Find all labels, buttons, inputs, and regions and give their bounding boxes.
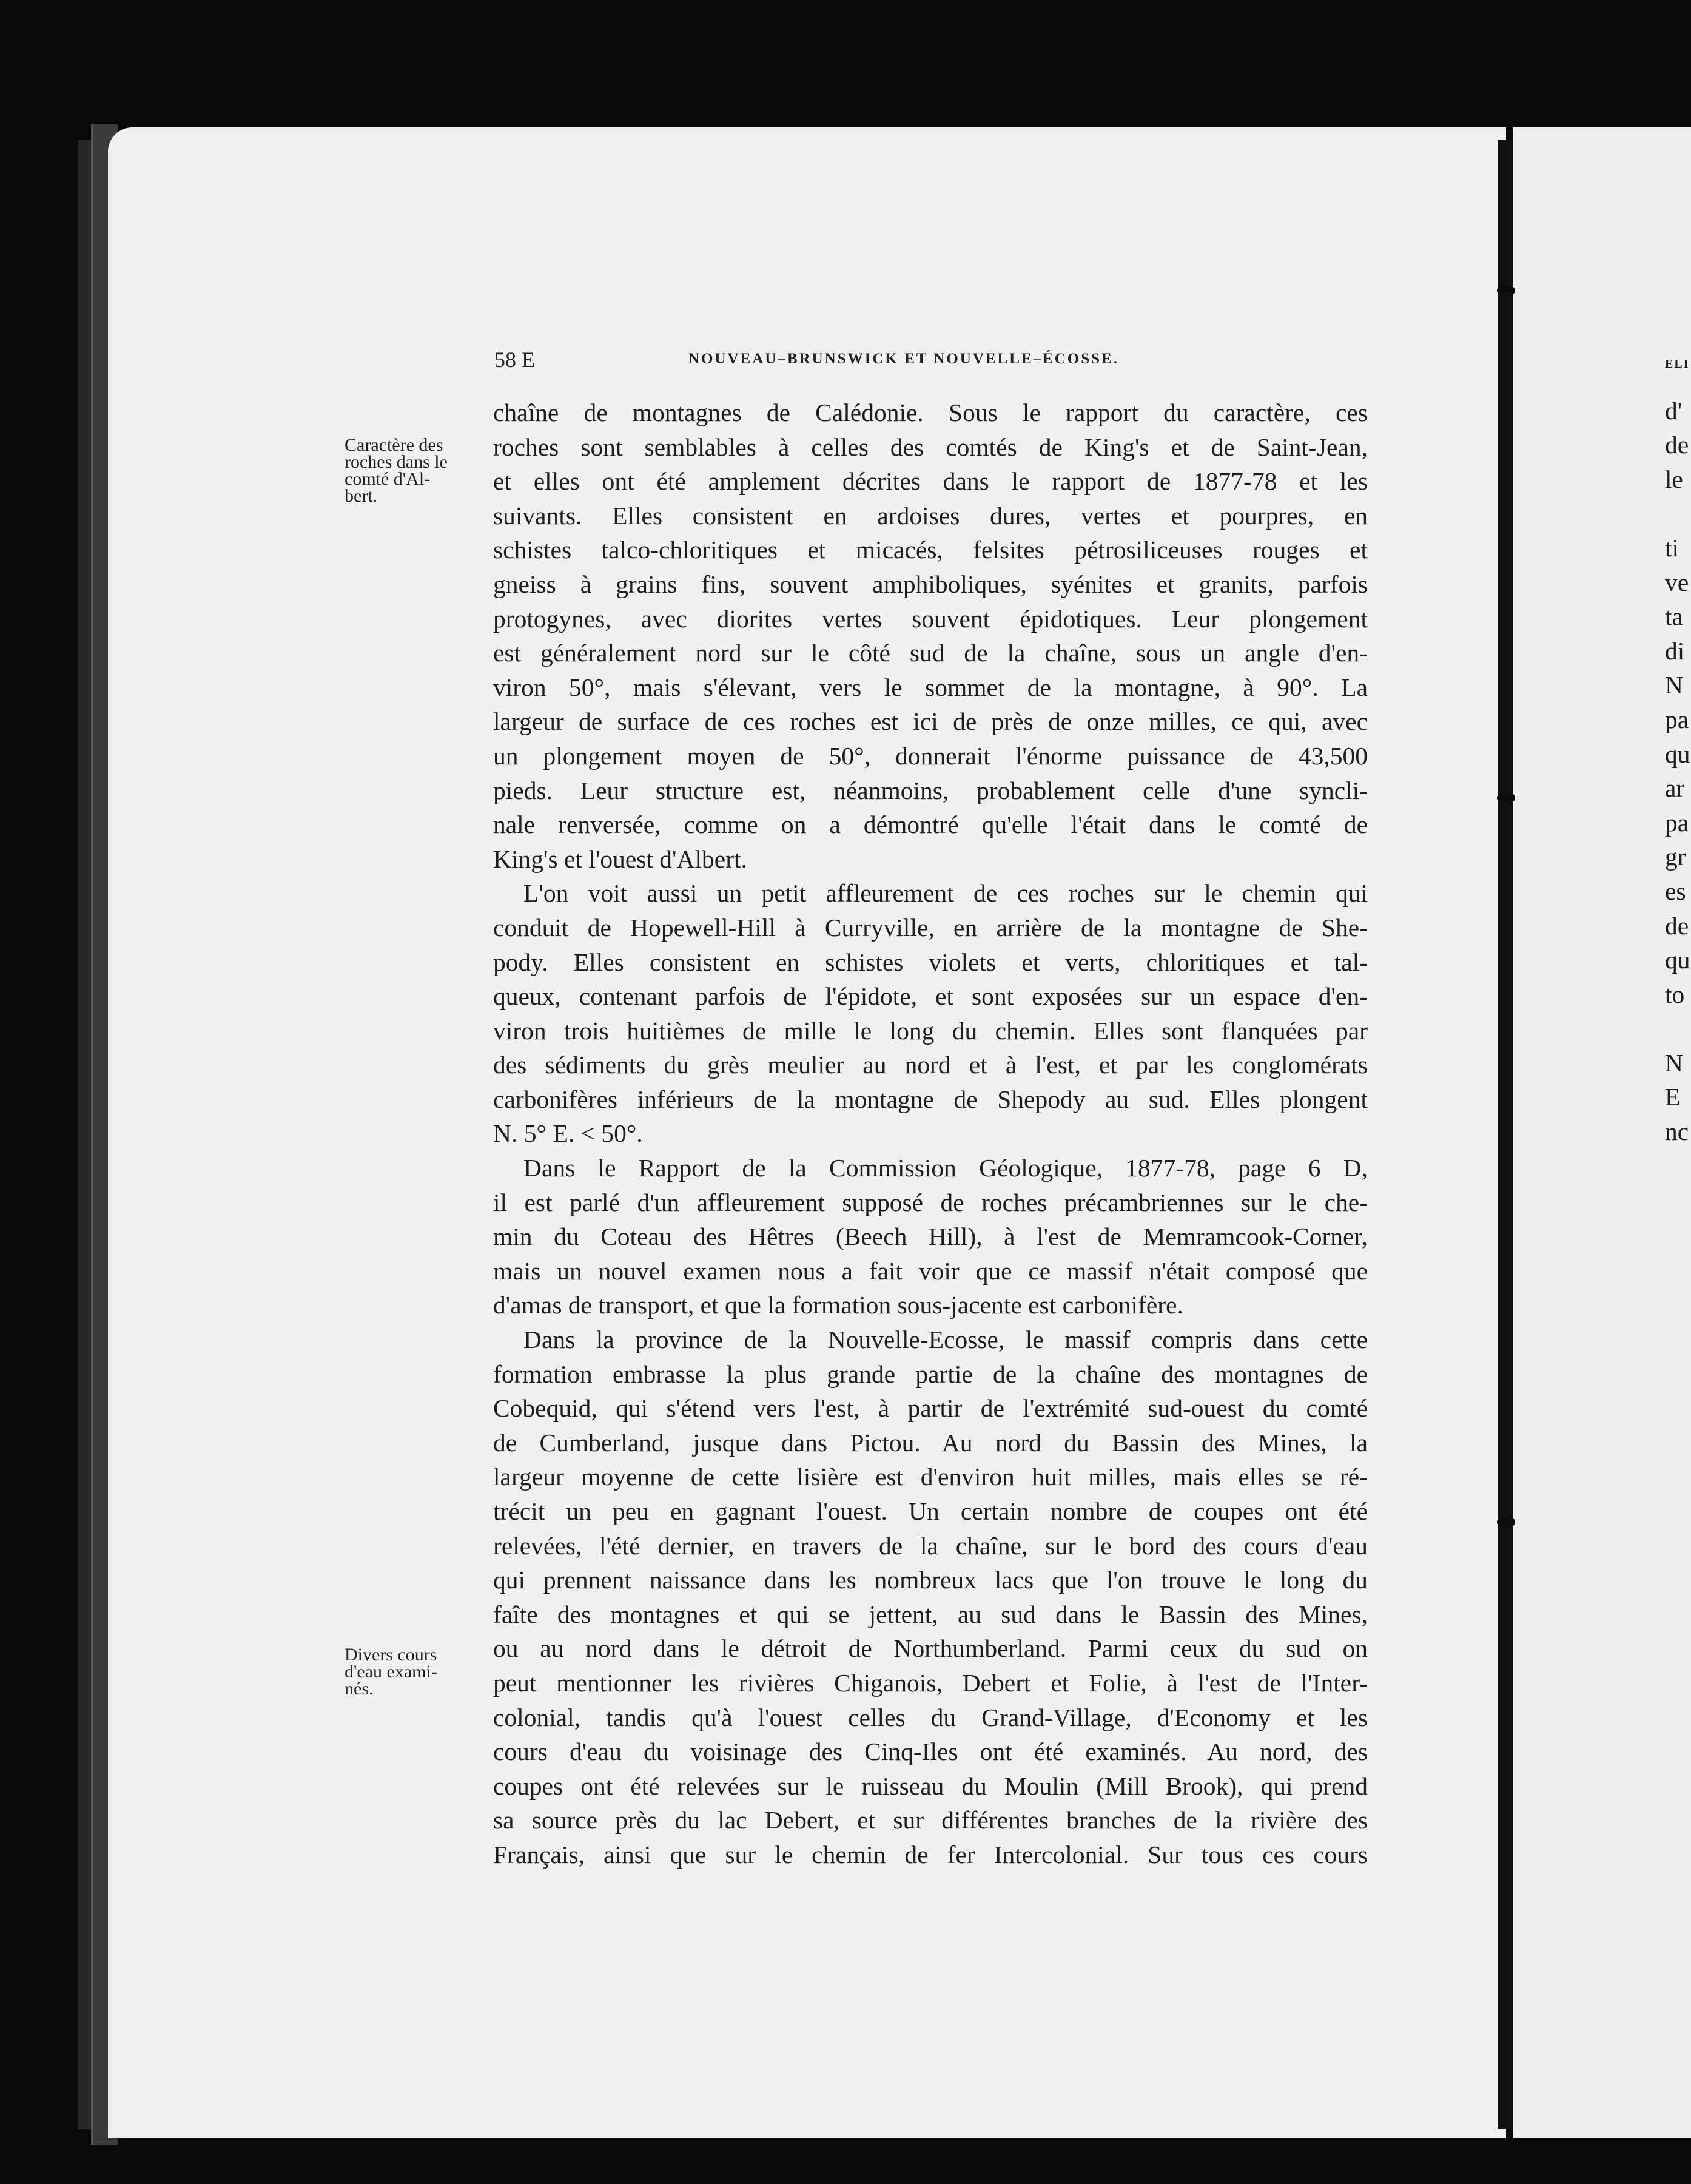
facing-line-fragment: ti bbox=[1665, 533, 1679, 562]
facing-line-fragment: qu bbox=[1665, 946, 1690, 974]
text-line: N. 5° E. < 50°. bbox=[493, 1119, 643, 1148]
facing-line-fragment: ve bbox=[1665, 568, 1689, 596]
text-line: schistes talco-chloritiques et micacés, felsites pétrosiliceuses rouges et bbox=[493, 536, 1368, 564]
body-text bbox=[493, 396, 1368, 1872]
margin-note-line: d'eau exami- bbox=[345, 1662, 437, 1682]
text-line: pieds. Leur structure est, néanmoins, probablement celle d'une syncli- bbox=[493, 776, 1368, 804]
text-line: est généralement nord sur le côté sud de la chaîne, sous un angle d'en- bbox=[493, 639, 1368, 667]
text-line: ou au nord dans le détroit de Northumberland. Parmi ceux du sud on bbox=[493, 1634, 1368, 1663]
text-line: coupes ont été relevées sur le ruisseau du Moulin (Mill Brook), qui prend bbox=[493, 1771, 1368, 1800]
facing-line-fragment: pa bbox=[1665, 808, 1689, 837]
facing-line-fragment: d' bbox=[1665, 396, 1683, 425]
text-line: un plongement moyen de 50°, donnerait l'énorme puissance de 43,500 bbox=[493, 741, 1368, 770]
text-line: L'on voit aussi un petit affleurement de ces roches sur le chemin qui bbox=[523, 879, 1368, 908]
facing-page bbox=[1513, 127, 1691, 2138]
text-line: de Cumberland, jusque dans Pictou. Au nord du Bassin des Mines, la bbox=[493, 1428, 1368, 1457]
text-line: qui prennent naissance dans les nombreux lacs que l'on trouve le long du bbox=[493, 1566, 1368, 1594]
margin-note-line: roches dans le bbox=[345, 452, 448, 472]
text-line: et elles ont été amplement décrites dans le rapport de 1877-78 et les bbox=[493, 467, 1368, 496]
binding-clip bbox=[1497, 286, 1515, 295]
text-line: conduit de Hopewell-Hill à Curryville, en arrière de la montagne de She- bbox=[493, 913, 1368, 942]
facing-line-fragment: N bbox=[1665, 1048, 1683, 1077]
margin-note bbox=[345, 437, 481, 505]
facing-line-fragment: ar bbox=[1665, 774, 1685, 803]
text-line: sa source près du lac Debert, et sur différentes branches de la rivière des bbox=[493, 1806, 1368, 1835]
margin-note-line: Divers cours bbox=[345, 1645, 437, 1665]
margin-note-line: bert. bbox=[345, 486, 378, 506]
text-line: trécit un peu en gagnant l'ouest. Un certain nombre de coupes ont été bbox=[493, 1497, 1368, 1525]
text-line: il est parlé d'un affleurement supposé de roches précambriennes sur le che- bbox=[493, 1188, 1368, 1216]
facing-line-fragment: di bbox=[1665, 636, 1685, 665]
text-line: carbonifères inférieurs de la montagne de Shepody au sud. Elles plongent bbox=[493, 1085, 1368, 1113]
text-line: roches sont semblables à celles des comtés de King's et de Saint-Jean, bbox=[493, 433, 1368, 461]
facing-line-fragment: de bbox=[1665, 431, 1689, 459]
text-line: King's et l'ouest d'Albert. bbox=[493, 844, 747, 873]
text-line: Dans la province de la Nouvelle-Ecosse, le massif compris dans cette bbox=[523, 1326, 1368, 1354]
facing-line-fragment: le bbox=[1665, 465, 1683, 493]
facing-line-fragment: ta bbox=[1665, 602, 1683, 631]
facing-line-fragment: N bbox=[1665, 671, 1683, 699]
text-line: formation embrasse la plus grande partie de la chaîne des montagnes de bbox=[493, 1360, 1368, 1388]
text-line: Français, ainsi que sur le chemin de fer Intercolonial. Sur tous ces cours bbox=[493, 1840, 1368, 1869]
facing-line-fragment bbox=[1665, 1011, 1691, 1046]
text-line: largeur moyenne de cette lisière est d'environ huit milles, mais elles se ré- bbox=[493, 1463, 1368, 1491]
text-line: gneiss à grains fins, souvent amphiboliques, syénites et granits, parfois bbox=[493, 570, 1368, 598]
running-title: NOUVEAU–BRUNSWICK ET NOUVELLE–ÉCOSSE. bbox=[688, 351, 1119, 367]
facing-line-fragment: gr bbox=[1665, 843, 1686, 871]
book-gutter bbox=[1498, 140, 1513, 2129]
text-line: protogynes, avec diorites vertes souvent épidotiques. Leur plongement bbox=[493, 604, 1368, 633]
text-line: suivants. Elles consistent en ardoises dures, vertes et pourpres, en bbox=[493, 501, 1368, 530]
text-line: Dans le Rapport de la Commission Géologique, 1877-78, page 6 D, bbox=[523, 1154, 1368, 1182]
facing-line-fragment bbox=[1665, 496, 1691, 531]
text-line: queux, contenant parfois de l'épidote, et sont exposées sur un espace d'en- bbox=[493, 982, 1368, 1011]
text-line: des sédiments du grès meulier au nord et à l'est, et par les conglomérats bbox=[493, 1051, 1368, 1079]
text-line: largeur de surface de ces roches est ici de près de onze milles, ce qui, avec bbox=[493, 707, 1368, 736]
facing-line-fragment: E bbox=[1665, 1083, 1681, 1111]
text-line: cours d'eau du voisinage des Cinq-Iles ont été examinés. Au nord, des bbox=[493, 1737, 1368, 1766]
text-line: viron trois huitièmes de mille le long du chemin. Elles sont flanquées par bbox=[493, 1016, 1368, 1045]
text-line: peut mentionner les rivières Chiganois, Debert et Folie, à l'est de l'Inter- bbox=[493, 1668, 1368, 1697]
text-line: chaîne de montagnes de Calédonie. Sous le rapport du caractère, ces bbox=[493, 399, 1368, 426]
binding-clip bbox=[1497, 1518, 1515, 1526]
facing-line-fragment: to bbox=[1665, 980, 1685, 1008]
facing-header-fragment: ELI bbox=[1665, 357, 1690, 371]
text-line: d'amas de transport, et que la formation sous-jacente est carbonifère. bbox=[493, 1291, 1183, 1320]
page-stack-shadow bbox=[78, 140, 92, 2129]
facing-page-text bbox=[1665, 347, 1691, 1149]
text-line: viron 50°, mais s'élevant, vers le sommet de la montagne, à 90°. La bbox=[493, 673, 1368, 701]
margin-note-line: comté d'Al- bbox=[345, 469, 431, 489]
margin-note-line: nés. bbox=[345, 1679, 374, 1699]
facing-line-fragment: pa bbox=[1665, 705, 1689, 733]
text-line: min du Coteau des Hêtres (Beech Hill), à l'est de Memramcook-Corner, bbox=[493, 1222, 1368, 1251]
text-line: Cobequid, qui s'étend vers l'est, à partir de l'extrémité sud-ouest du comté bbox=[493, 1394, 1368, 1423]
text-line: faîte des montagnes et qui se jettent, au sud dans le Bassin des Mines, bbox=[493, 1600, 1368, 1628]
facing-line-fragment: es bbox=[1665, 877, 1686, 905]
facing-line-fragment: nc bbox=[1665, 1117, 1689, 1146]
facing-line-fragment: de bbox=[1665, 911, 1689, 940]
facing-line-fragment: qu bbox=[1665, 740, 1690, 768]
text-line: pody. Elles consistent en schistes violets et verts, chloritiques et tal- bbox=[493, 948, 1368, 976]
text-line: colonial, tandis qu'à l'ouest celles du Grand-Village, d'Economy et les bbox=[493, 1703, 1368, 1731]
binding-clip bbox=[1497, 794, 1515, 802]
text-line: relevées, l'été dernier, en travers de la chaîne, sur le bord des cours d'eau bbox=[493, 1531, 1368, 1560]
margin-note bbox=[345, 1646, 481, 1697]
margin-note-line: Caractère des bbox=[345, 435, 443, 455]
page-number: 58 E bbox=[494, 348, 535, 372]
text-line: mais un nouvel examen nous a fait voir que ce massif n'était composé que bbox=[493, 1256, 1368, 1285]
text-line: nale renversée, comme on a démontré qu'elle l'était dans le comté de bbox=[493, 811, 1368, 839]
running-header bbox=[494, 347, 1368, 371]
